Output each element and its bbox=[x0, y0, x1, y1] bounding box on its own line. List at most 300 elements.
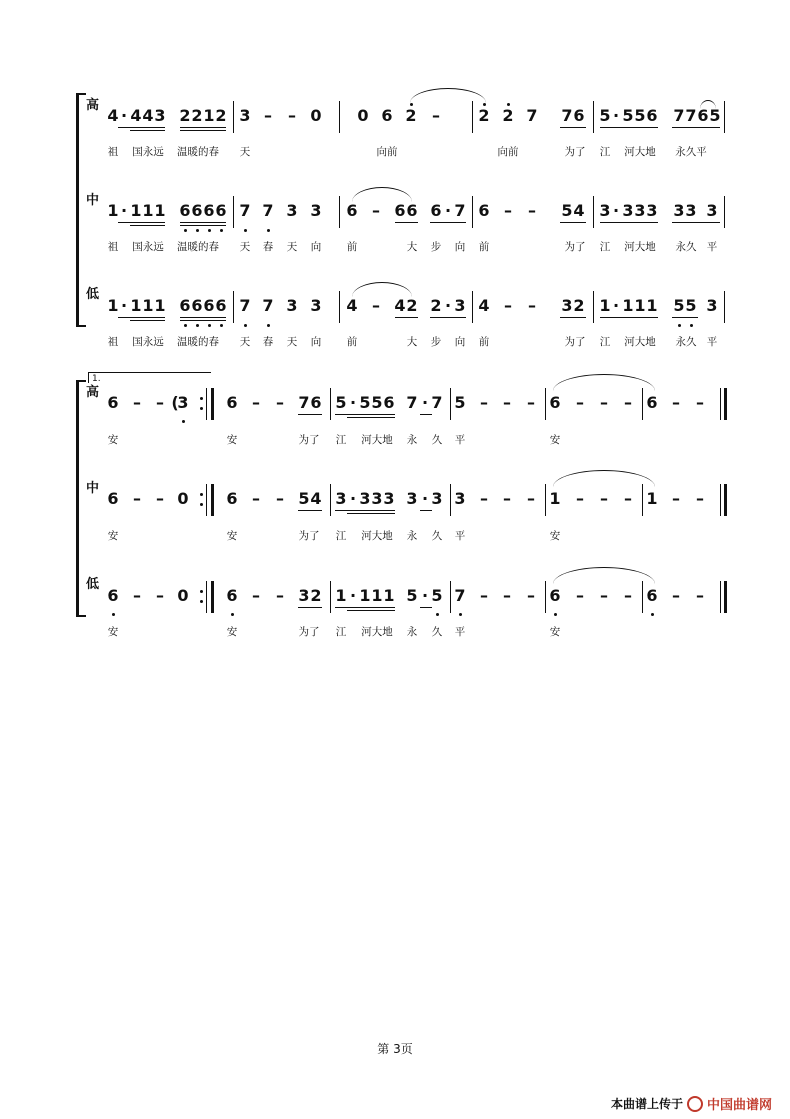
beam bbox=[420, 510, 432, 511]
lyric: 安 bbox=[549, 434, 561, 446]
barline bbox=[330, 581, 331, 613]
final-bar-thin bbox=[720, 484, 721, 516]
note: 6 bbox=[697, 106, 709, 125]
note: – bbox=[672, 489, 680, 508]
lower-octave-dot bbox=[196, 324, 199, 327]
note: 6 bbox=[215, 201, 227, 220]
lyric: 河大地 bbox=[361, 530, 393, 542]
note: – bbox=[252, 393, 260, 412]
lower-octave-dot bbox=[112, 613, 115, 616]
lyric: 春 bbox=[262, 241, 274, 253]
beam bbox=[420, 607, 432, 608]
note: 1 bbox=[154, 201, 166, 220]
slur bbox=[410, 88, 486, 103]
note: 6 bbox=[179, 296, 191, 315]
note: 5 bbox=[298, 489, 310, 508]
voice-label-mid: 中 bbox=[86, 193, 100, 208]
lower-octave-dot bbox=[184, 324, 187, 327]
lyric: 向前 bbox=[497, 146, 519, 158]
note: 5 bbox=[673, 296, 685, 315]
note: – bbox=[576, 586, 584, 605]
lyric: 大 bbox=[406, 336, 418, 348]
lyric: 平 bbox=[454, 434, 466, 446]
repeat-dot bbox=[200, 407, 203, 410]
slur bbox=[553, 470, 655, 487]
note: – bbox=[527, 586, 535, 605]
voice-label-high: 高 bbox=[86, 385, 100, 400]
repeat-dot bbox=[200, 590, 203, 593]
note: 6 bbox=[346, 201, 358, 220]
beam bbox=[560, 127, 586, 128]
lyric: 天 bbox=[239, 146, 251, 158]
beam bbox=[347, 513, 395, 514]
beam bbox=[180, 225, 226, 226]
note: 5 bbox=[599, 106, 611, 125]
note: – bbox=[276, 489, 284, 508]
lyric: 祖 bbox=[107, 146, 119, 158]
note: 6 bbox=[203, 296, 215, 315]
note: 1 bbox=[359, 586, 371, 605]
lyric: 为了 bbox=[564, 336, 586, 348]
lyric: 祖 bbox=[107, 241, 119, 253]
note: 0 bbox=[357, 106, 369, 125]
note: 3 bbox=[685, 201, 697, 220]
note: 6 bbox=[406, 201, 418, 220]
lower-octave-dot bbox=[690, 324, 693, 327]
note: – bbox=[432, 106, 440, 125]
repeat-bar bbox=[211, 388, 214, 420]
note: 0 bbox=[177, 489, 189, 508]
lyric: 为了 bbox=[564, 241, 586, 253]
barline bbox=[593, 101, 594, 133]
lyric: 国永远 bbox=[132, 241, 164, 253]
lower-octave-dot bbox=[208, 229, 211, 232]
note: 3 bbox=[177, 393, 189, 412]
lower-octave-dot bbox=[267, 229, 270, 232]
note: 1 bbox=[335, 586, 347, 605]
lower-octave-dot bbox=[220, 229, 223, 232]
note: · bbox=[349, 393, 357, 412]
note: 6 bbox=[549, 586, 561, 605]
barline bbox=[330, 388, 331, 420]
lyric: 前 bbox=[346, 241, 358, 253]
note: 3 bbox=[310, 296, 322, 315]
lyric: 河大地 bbox=[624, 241, 656, 253]
note: – bbox=[133, 586, 141, 605]
lower-octave-dot bbox=[208, 324, 211, 327]
note: 3 bbox=[335, 489, 347, 508]
beam bbox=[298, 607, 322, 608]
note: 7 bbox=[673, 106, 685, 125]
note: 5 bbox=[622, 106, 634, 125]
barline bbox=[450, 388, 451, 420]
lyric: 天 bbox=[239, 336, 251, 348]
barline bbox=[724, 291, 725, 323]
voice-label-high: 高 bbox=[86, 98, 100, 113]
note: – bbox=[372, 201, 380, 220]
final-bar-thin bbox=[720, 388, 721, 420]
note: 1 bbox=[107, 296, 119, 315]
note: – bbox=[624, 393, 632, 412]
note: 1 bbox=[130, 201, 142, 220]
note: 7 bbox=[454, 201, 466, 220]
site-logo-icon bbox=[687, 1096, 703, 1112]
lyric: 河大地 bbox=[624, 336, 656, 348]
upper-octave-dot bbox=[507, 103, 510, 106]
lyric: 江 bbox=[599, 241, 611, 253]
note: – bbox=[503, 393, 511, 412]
note: – bbox=[527, 489, 535, 508]
note: – bbox=[288, 106, 296, 125]
barline bbox=[545, 388, 546, 420]
note: – bbox=[576, 489, 584, 508]
lyric: 永 bbox=[406, 626, 418, 638]
beam bbox=[180, 130, 226, 131]
note: 1 bbox=[107, 201, 119, 220]
note: 3 bbox=[154, 106, 166, 125]
lyric: 安 bbox=[549, 530, 561, 542]
lower-octave-dot bbox=[651, 613, 654, 616]
beam bbox=[335, 414, 395, 415]
barline bbox=[642, 388, 643, 420]
note: · bbox=[444, 296, 452, 315]
note: 3 bbox=[634, 201, 646, 220]
lyric: 平 bbox=[706, 336, 718, 348]
lyric: 天 bbox=[239, 241, 251, 253]
note: 6 bbox=[226, 489, 238, 508]
note: – bbox=[133, 489, 141, 508]
note: 5 bbox=[371, 393, 383, 412]
note: 6 bbox=[226, 586, 238, 605]
barline bbox=[450, 581, 451, 613]
beam bbox=[560, 317, 586, 318]
note: 6 bbox=[310, 393, 322, 412]
note: 3 bbox=[286, 201, 298, 220]
lyric: 河大地 bbox=[624, 146, 656, 158]
note: – bbox=[600, 586, 608, 605]
note: – bbox=[372, 296, 380, 315]
note: 3 bbox=[359, 489, 371, 508]
barline bbox=[233, 101, 234, 133]
beam bbox=[335, 510, 395, 511]
note: – bbox=[503, 586, 511, 605]
credit-text: 本曲谱上传于 bbox=[610, 1097, 683, 1111]
note: · bbox=[120, 296, 128, 315]
note: 1 bbox=[142, 201, 154, 220]
note: – bbox=[276, 586, 284, 605]
note: – bbox=[276, 393, 284, 412]
paren: ( bbox=[171, 393, 179, 412]
voice-label-mid: 中 bbox=[86, 481, 100, 496]
barline bbox=[642, 581, 643, 613]
note: 4 bbox=[394, 296, 406, 315]
lower-octave-dot bbox=[459, 613, 462, 616]
note: 6 bbox=[203, 201, 215, 220]
note: 6 bbox=[573, 106, 585, 125]
note: – bbox=[503, 489, 511, 508]
lower-octave-dot bbox=[184, 229, 187, 232]
lyric: 国永远 bbox=[132, 146, 164, 158]
note: – bbox=[252, 489, 260, 508]
note: 1 bbox=[371, 586, 383, 605]
barline bbox=[330, 484, 331, 516]
note: · bbox=[349, 489, 357, 508]
lyric: 永久平 bbox=[675, 146, 707, 158]
note: 6 bbox=[215, 296, 227, 315]
repeat-dot bbox=[200, 397, 203, 400]
final-bar-thick bbox=[724, 581, 727, 613]
lyric: 江 bbox=[335, 434, 347, 446]
lyric: 平 bbox=[706, 241, 718, 253]
note: 6 bbox=[381, 106, 393, 125]
note: 1 bbox=[646, 489, 658, 508]
lyric: 向 bbox=[454, 336, 466, 348]
note: 0 bbox=[310, 106, 322, 125]
lyric: 江 bbox=[599, 146, 611, 158]
lyric: 久 bbox=[431, 434, 443, 446]
note: 1 bbox=[549, 489, 561, 508]
beam bbox=[560, 222, 586, 223]
lyric: 安 bbox=[226, 434, 238, 446]
lyric: 向前 bbox=[376, 146, 398, 158]
note: 4 bbox=[573, 201, 585, 220]
note: 2 bbox=[573, 296, 585, 315]
barline bbox=[472, 291, 473, 323]
lower-octave-dot bbox=[678, 324, 681, 327]
note: – bbox=[264, 106, 272, 125]
slur bbox=[553, 374, 655, 391]
note: 1 bbox=[634, 296, 646, 315]
lyric: 永久 bbox=[675, 241, 697, 253]
lyric: 天 bbox=[286, 336, 298, 348]
note: 5 bbox=[359, 393, 371, 412]
note: 6 bbox=[549, 393, 561, 412]
note: 6 bbox=[191, 296, 203, 315]
barline bbox=[339, 196, 340, 228]
note: · bbox=[421, 586, 429, 605]
slur bbox=[352, 282, 412, 297]
slur bbox=[553, 567, 655, 584]
note: – bbox=[624, 586, 632, 605]
note: 4 bbox=[478, 296, 490, 315]
barline bbox=[233, 291, 234, 323]
note: 6 bbox=[646, 586, 658, 605]
lower-octave-dot bbox=[196, 229, 199, 232]
lower-octave-dot bbox=[244, 229, 247, 232]
note: 1 bbox=[130, 296, 142, 315]
barline bbox=[233, 196, 234, 228]
note: 3 bbox=[383, 489, 395, 508]
voice-label-low: 低 bbox=[86, 287, 100, 302]
lower-octave-dot bbox=[244, 324, 247, 327]
repeat-bar bbox=[211, 484, 214, 516]
lyric: 久 bbox=[431, 530, 443, 542]
note: – bbox=[576, 393, 584, 412]
site-name: 中国曲谱网 bbox=[706, 1098, 772, 1113]
note: 3 bbox=[286, 296, 298, 315]
lower-octave-dot bbox=[220, 324, 223, 327]
beam bbox=[180, 222, 226, 223]
lyric: 祖 bbox=[107, 336, 119, 348]
note: · bbox=[612, 201, 620, 220]
beam bbox=[118, 222, 165, 223]
barline bbox=[593, 196, 594, 228]
note: · bbox=[444, 201, 452, 220]
note: 6 bbox=[179, 201, 191, 220]
barline bbox=[472, 196, 473, 228]
barline bbox=[593, 291, 594, 323]
lyric: 为了 bbox=[298, 434, 320, 446]
note: 7 bbox=[239, 201, 251, 220]
note: – bbox=[480, 393, 488, 412]
beam bbox=[600, 317, 658, 318]
note: 3 bbox=[406, 489, 418, 508]
note: 6 bbox=[191, 201, 203, 220]
note: · bbox=[120, 201, 128, 220]
note: – bbox=[528, 296, 536, 315]
note: – bbox=[672, 586, 680, 605]
lyric: 久 bbox=[431, 626, 443, 638]
barline bbox=[472, 101, 473, 133]
note: 6 bbox=[383, 393, 395, 412]
barline bbox=[724, 101, 725, 133]
system1-brace-top bbox=[76, 93, 86, 95]
beam bbox=[420, 414, 432, 415]
note: · bbox=[612, 296, 620, 315]
lyric: 安 bbox=[107, 434, 119, 446]
note: 2 bbox=[215, 106, 227, 125]
note: 6 bbox=[646, 393, 658, 412]
lyric: 为了 bbox=[298, 530, 320, 542]
note: 3 bbox=[646, 201, 658, 220]
note: 3 bbox=[599, 201, 611, 220]
lyric: 河大地 bbox=[361, 626, 393, 638]
note: · bbox=[612, 106, 620, 125]
note: – bbox=[156, 393, 164, 412]
lyric: 江 bbox=[335, 626, 347, 638]
note: – bbox=[480, 586, 488, 605]
beam bbox=[130, 225, 165, 226]
repeat-dot bbox=[200, 503, 203, 506]
note: – bbox=[696, 393, 704, 412]
lyric: 江 bbox=[335, 530, 347, 542]
lower-octave-dot bbox=[231, 613, 234, 616]
beam bbox=[430, 317, 466, 318]
note: 0 bbox=[177, 586, 189, 605]
note: 6 bbox=[478, 201, 490, 220]
note: 6 bbox=[107, 393, 119, 412]
note: – bbox=[156, 489, 164, 508]
lower-octave-dot bbox=[436, 613, 439, 616]
note: 6 bbox=[226, 393, 238, 412]
note: 7 bbox=[454, 586, 466, 605]
slur bbox=[700, 100, 716, 109]
note: 7 bbox=[561, 106, 573, 125]
volta-bracket bbox=[88, 372, 211, 383]
note: 7 bbox=[526, 106, 538, 125]
lyric: 安 bbox=[549, 626, 561, 638]
note: 3 bbox=[371, 489, 383, 508]
lower-octave-dot bbox=[267, 324, 270, 327]
note: 5 bbox=[431, 586, 443, 605]
lyric: 向 bbox=[454, 241, 466, 253]
lyric: 平 bbox=[454, 626, 466, 638]
beam bbox=[335, 607, 395, 608]
final-bar-thick bbox=[724, 484, 727, 516]
beam bbox=[600, 127, 658, 128]
note: 5 bbox=[335, 393, 347, 412]
note: – bbox=[528, 201, 536, 220]
note: 3 bbox=[239, 106, 251, 125]
repeat-bar-thin bbox=[206, 581, 207, 613]
note: 2 bbox=[478, 106, 490, 125]
lyric: 永 bbox=[406, 530, 418, 542]
note: – bbox=[133, 393, 141, 412]
beam bbox=[672, 317, 698, 318]
note: 1 bbox=[203, 106, 215, 125]
barline bbox=[545, 581, 546, 613]
lyric: 永久 bbox=[675, 336, 697, 348]
note: 7 bbox=[298, 393, 310, 412]
page-number: 第 3页 bbox=[377, 1042, 413, 1056]
barline bbox=[339, 291, 340, 323]
note: 3 bbox=[706, 201, 718, 220]
note: 5 bbox=[454, 393, 466, 412]
note: 4 bbox=[130, 106, 142, 125]
note: 4 bbox=[310, 489, 322, 508]
lyric: 平 bbox=[454, 530, 466, 542]
note: 6 bbox=[646, 106, 658, 125]
note: · bbox=[421, 489, 429, 508]
lower-octave-dot bbox=[182, 420, 185, 423]
note: 6 bbox=[107, 586, 119, 605]
voice-label-low: 低 bbox=[86, 577, 100, 592]
note: – bbox=[156, 586, 164, 605]
lyric: 江 bbox=[599, 336, 611, 348]
note: · bbox=[349, 586, 357, 605]
note: 1 bbox=[599, 296, 611, 315]
barline bbox=[545, 484, 546, 516]
lyric: 前 bbox=[478, 336, 490, 348]
lyric: 温暖的春 bbox=[177, 241, 219, 253]
lyric: 步 bbox=[430, 241, 442, 253]
note: 2 bbox=[405, 106, 417, 125]
footer-credit bbox=[611, 1094, 772, 1113]
note: 1 bbox=[622, 296, 634, 315]
lyric: 安 bbox=[226, 626, 238, 638]
system1-brace bbox=[76, 95, 79, 327]
barline bbox=[339, 101, 340, 133]
beam bbox=[118, 317, 165, 318]
note: 2 bbox=[310, 586, 322, 605]
barline bbox=[724, 196, 725, 228]
lyric: 向 bbox=[310, 336, 322, 348]
note: – bbox=[696, 586, 704, 605]
beam bbox=[395, 317, 418, 318]
note: 1 bbox=[383, 586, 395, 605]
beam bbox=[395, 222, 418, 223]
note: 1 bbox=[142, 296, 154, 315]
lyric: 为了 bbox=[298, 626, 320, 638]
note: – bbox=[527, 393, 535, 412]
note: – bbox=[504, 296, 512, 315]
note: 3 bbox=[561, 296, 573, 315]
note: 1 bbox=[646, 296, 658, 315]
beam bbox=[298, 510, 322, 511]
lyric: 前 bbox=[478, 241, 490, 253]
beam bbox=[347, 417, 395, 418]
beam bbox=[347, 610, 395, 611]
